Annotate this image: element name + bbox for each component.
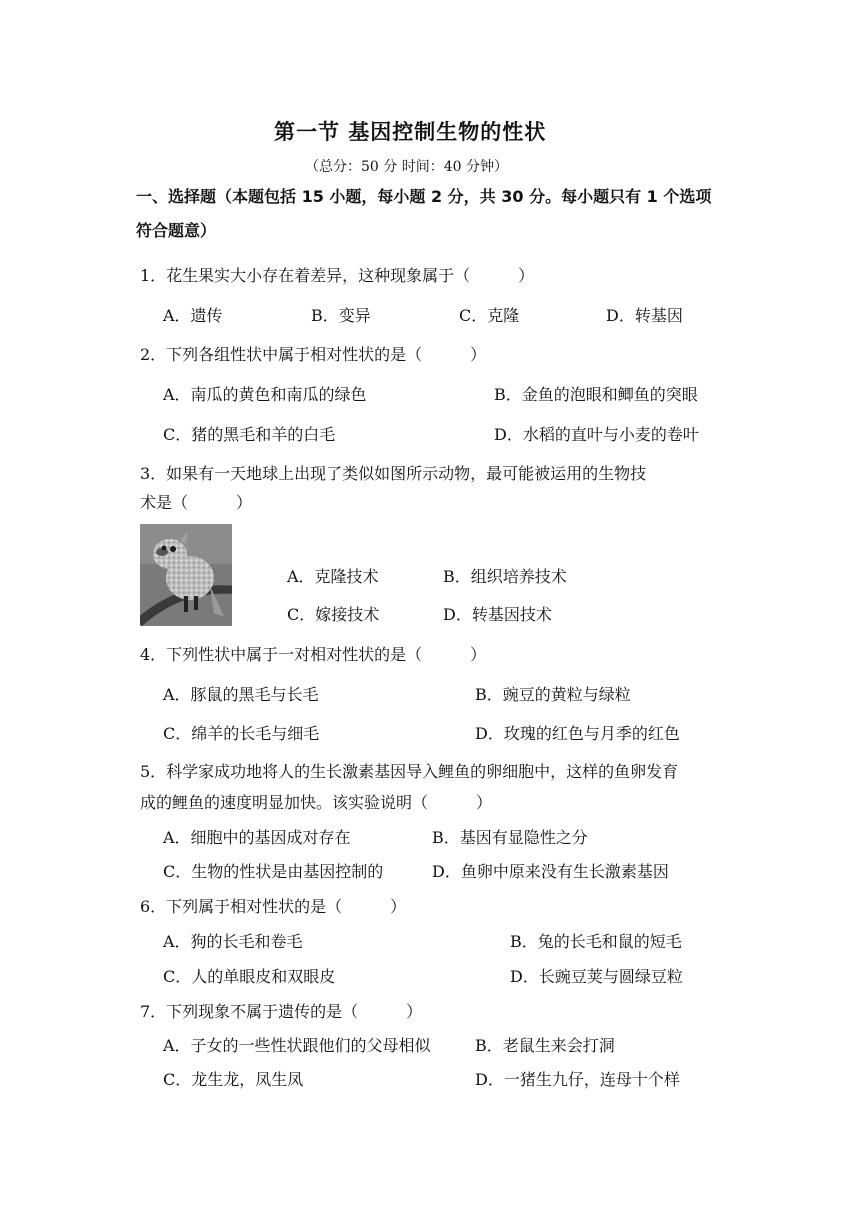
q1-option-a: A．遗传 bbox=[163, 306, 223, 325]
q6-option-d: D．长豌豆荚与圆绿豆粒 bbox=[510, 967, 683, 986]
question-3-stem-line2: 术是（ ） bbox=[140, 493, 253, 512]
q5-option-a: A．细胞中的基因成对存在 bbox=[163, 828, 351, 847]
exam-meta: （总分：50 分 时间：40 分钟） bbox=[305, 159, 508, 175]
question-2-stem: 2．下列各组性状中属于相对性状的是（ ） bbox=[140, 345, 487, 364]
q4-option-b: B．豌豆的黄粒与绿粒 bbox=[475, 685, 631, 704]
question-5-stem-line2: 成的鲤鱼的速度明显加快。该实验说明（ ） bbox=[140, 793, 493, 812]
q4-option-d: D．玫瑰的红色与月季的红色 bbox=[475, 724, 680, 743]
q2-option-b: B．金鱼的泡眼和鲫鱼的突眼 bbox=[494, 385, 698, 404]
q2-option-c: C．猪的黑毛和羊的白毛 bbox=[163, 425, 336, 444]
q3-option-a: A．克隆技术 bbox=[287, 567, 379, 586]
q7-option-b: B．老鼠生来会打洞 bbox=[475, 1036, 615, 1055]
q5-option-c: C．生物的性状是由基因控制的 bbox=[163, 862, 384, 881]
question-3-stem-line1: 3．如果有一天地球上出现了类似如图所示动物，最可能被运用的生物技 bbox=[140, 464, 647, 483]
q7-option-c: C．龙生龙，凤生凤 bbox=[163, 1070, 304, 1089]
q5-option-d: D．鱼卵中原来没有生长激素基因 bbox=[432, 862, 669, 881]
q5-option-b: B．基因有显隐性之分 bbox=[432, 828, 588, 847]
q1-option-d: D．转基因 bbox=[606, 306, 683, 325]
q6-option-c: C．人的单眼皮和双眼皮 bbox=[163, 967, 336, 986]
q3-option-b: B．组织培养技术 bbox=[443, 567, 567, 586]
q7-option-d: D．一猪生九仔，连母十个样 bbox=[475, 1070, 680, 1089]
section-heading-line2: 符合题意） bbox=[136, 221, 217, 240]
question-5-stem-line1: 5．科学家成功地将人的生长激素基因导入鲤鱼的卵细胞中，这样的鱼卵发育 bbox=[140, 762, 679, 781]
question-1-stem: 1．花生果实大小存在着差异，这种现象属于（ ） bbox=[140, 266, 535, 285]
question-3-figure-animal bbox=[140, 524, 232, 626]
question-6-stem: 6．下列属于相对性状的是（ ） bbox=[140, 897, 407, 916]
q3-option-d: D．转基因技术 bbox=[443, 605, 552, 624]
q1-option-b: B．变异 bbox=[311, 306, 371, 325]
q2-option-a: A．南瓜的黄色和南瓜的绿色 bbox=[163, 385, 367, 404]
q7-option-a: A．子女的一些性状跟他们的父母相似 bbox=[163, 1036, 431, 1055]
q3-option-c: C．嫁接技术 bbox=[287, 605, 380, 624]
q6-option-b: B．兔的长毛和鼠的短毛 bbox=[510, 932, 682, 951]
q2-option-d: D．水稻的直叶与小麦的卷叶 bbox=[494, 425, 699, 444]
q1-option-c: C．克隆 bbox=[459, 306, 520, 325]
question-4-stem: 4．下列性状中属于一对相对性状的是（ ） bbox=[140, 645, 487, 664]
section-heading-line1: 一、选择题（本题包括 15 小题，每小题 2 分，共 30 分。每小题只有 1 个选项 bbox=[136, 187, 712, 206]
q4-option-a: A．豚鼠的黑毛与长毛 bbox=[163, 685, 319, 704]
question-7-stem: 7．下列现象不属于遗传的是（ ） bbox=[140, 1002, 423, 1021]
q4-option-c: C．绵羊的长毛与细毛 bbox=[163, 724, 320, 743]
page-title: 第一节 基因控制生物的性状 bbox=[274, 120, 547, 144]
q6-option-a: A．狗的长毛和卷毛 bbox=[163, 932, 303, 951]
